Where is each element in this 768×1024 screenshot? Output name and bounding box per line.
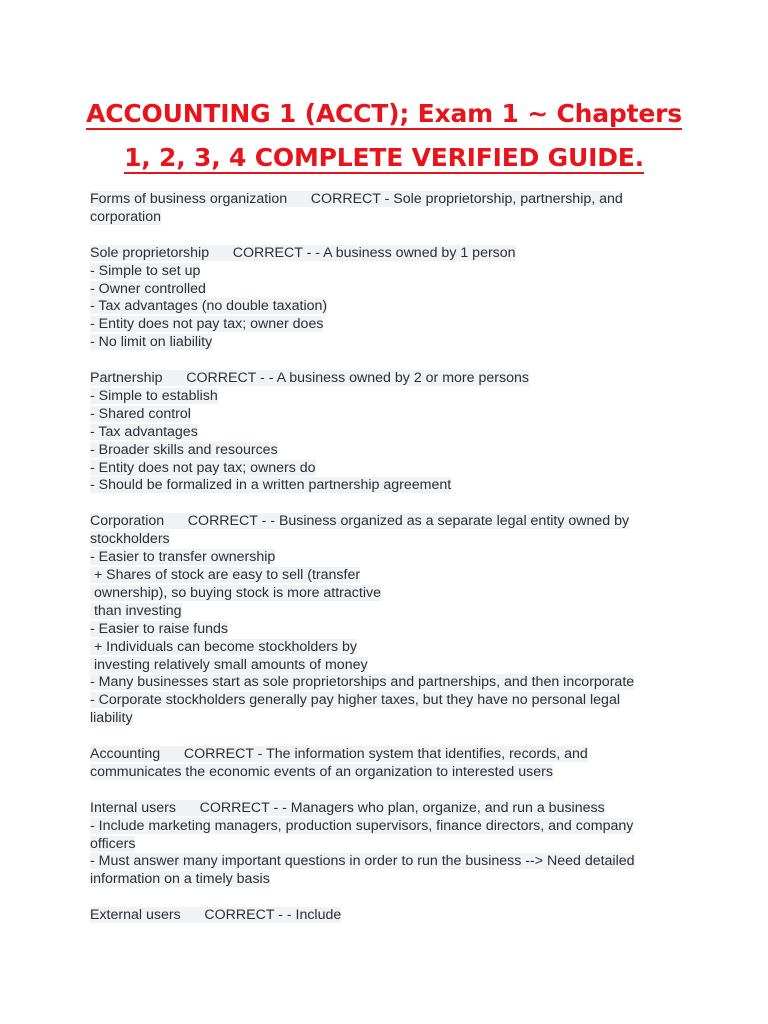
entry-internal-users xyxy=(90,800,680,890)
entry-line-text: - Many businesses start as sole proprietorships and partnerships, and then incorporate xyxy=(90,674,635,691)
entry-line-text: corporation xyxy=(90,208,161,225)
entry-line xyxy=(90,370,680,388)
title-line-2 xyxy=(60,136,708,180)
entry-line-text: - Simple to establish xyxy=(90,387,218,404)
entry-line xyxy=(90,334,680,352)
entry-line-text: - Entity does not pay tax; owner does xyxy=(90,316,324,333)
entry-line xyxy=(90,245,680,263)
entry-line xyxy=(90,298,680,316)
entry-corporation xyxy=(90,513,680,728)
entry-line-text: + Individuals can become stockholders by xyxy=(90,638,357,655)
entry-line xyxy=(90,281,680,299)
entry-line xyxy=(90,477,680,495)
entry-line-text: - Corporate stockholders generally pay higher taxes, but they have no personal legal xyxy=(90,692,620,709)
document-title xyxy=(60,92,708,180)
entry-line xyxy=(90,907,680,925)
entry-partnership xyxy=(90,370,680,495)
entry-line-text: Forms of business organization CORRECT - Sole proprietorship, partnership, and xyxy=(90,191,623,207)
entry-line xyxy=(90,513,680,531)
entry-line xyxy=(90,209,680,227)
entry-line-text: than investing xyxy=(90,602,182,619)
entry-line xyxy=(90,549,680,567)
entry-line-text: Sole proprietorship CORRECT - - A business owned by 1 person xyxy=(90,244,516,261)
entry-line-text: - Broader skills and resources xyxy=(90,441,278,458)
entry-line-text: - Include marketing managers, production supervisors, finance directors, and company xyxy=(90,817,634,834)
entry-line xyxy=(90,406,680,424)
entry-line-text: communicates the economic events of an organization to interested users xyxy=(90,763,553,780)
entry-line-text: - Shared control xyxy=(90,405,191,422)
entry-line xyxy=(90,746,680,764)
title-line-1 xyxy=(60,92,708,136)
entry-line xyxy=(90,692,680,710)
entry-line-text: Accounting CORRECT - The information system that identifies, records, and xyxy=(90,746,588,763)
entry-line-text: - Simple to set up xyxy=(90,262,201,279)
entry-line xyxy=(90,674,680,692)
entry-line-text: - Entity does not pay tax; owners do xyxy=(90,459,316,476)
entry-line-text: information on a timely basis xyxy=(90,871,270,888)
entry-line xyxy=(90,263,680,281)
entry-line-text: External users CORRECT - - Include xyxy=(90,907,342,924)
entry-line-text: Internal users CORRECT - - Managers who plan, organize, and run a business xyxy=(90,799,605,816)
entry-line-text: - No limit on liability xyxy=(90,334,213,351)
entry-line-text: - Easier to transfer ownership xyxy=(90,549,276,566)
entry-line-text: officers xyxy=(90,835,136,852)
entry-line-text: investing relatively small amounts of money xyxy=(90,656,368,673)
entry-line xyxy=(90,567,680,585)
entry-line-text: - Must answer many important questions in order to run the business --> Need detailed xyxy=(90,853,635,870)
flashcard-list xyxy=(90,191,680,943)
entry-line-text: - Tax advantages (no double taxation) xyxy=(90,298,328,315)
entry-line xyxy=(90,621,680,639)
title-line-2-text: 1, 2, 3, 4 COMPLETE VERIFIED GUIDE. xyxy=(124,143,644,172)
entry-line xyxy=(90,764,680,782)
title-line-1-text: ACCOUNTING 1 (ACCT); Exam 1 ~ Chapters xyxy=(86,99,682,128)
entry-line xyxy=(90,710,680,728)
entry-line-text: liability xyxy=(90,710,133,727)
entry-line xyxy=(90,836,680,854)
entry-line xyxy=(90,818,680,836)
entry-line xyxy=(90,316,680,334)
entry-line xyxy=(90,442,680,460)
entry-sole-proprietorship xyxy=(90,245,680,352)
entry-accounting xyxy=(90,746,680,782)
entry-line xyxy=(90,853,680,871)
entry-line xyxy=(90,585,680,603)
entry-line xyxy=(90,388,680,406)
entry-line xyxy=(90,871,680,889)
entry-line-text: - Owner controlled xyxy=(90,280,206,297)
entry-line-text: ownership), so buying stock is more attractive xyxy=(90,584,381,601)
entry-line-text: - Tax advantages xyxy=(90,423,198,440)
entry-line xyxy=(90,639,680,657)
entry-line xyxy=(90,800,680,818)
entry-line-text: - Easier to raise funds xyxy=(90,620,228,637)
entry-line xyxy=(90,191,680,209)
entry-line-text: Partnership CORRECT - - A business owned by 2 or more persons xyxy=(90,370,529,387)
entry-line-text: - Should be formalized in a written partnership agreement xyxy=(90,477,452,494)
entry-line xyxy=(90,531,680,549)
entry-line xyxy=(90,657,680,675)
entry-line-text: Corporation CORRECT - - Business organized as a separate legal entity owned by xyxy=(90,513,630,530)
entry-forms-of-business xyxy=(90,191,680,227)
entry-external-users xyxy=(90,907,680,925)
entry-line xyxy=(90,603,680,621)
entry-line-text: stockholders xyxy=(90,531,170,548)
entry-line-text: + Shares of stock are easy to sell (transfer xyxy=(90,566,361,583)
entry-line xyxy=(90,460,680,478)
entry-line xyxy=(90,424,680,442)
